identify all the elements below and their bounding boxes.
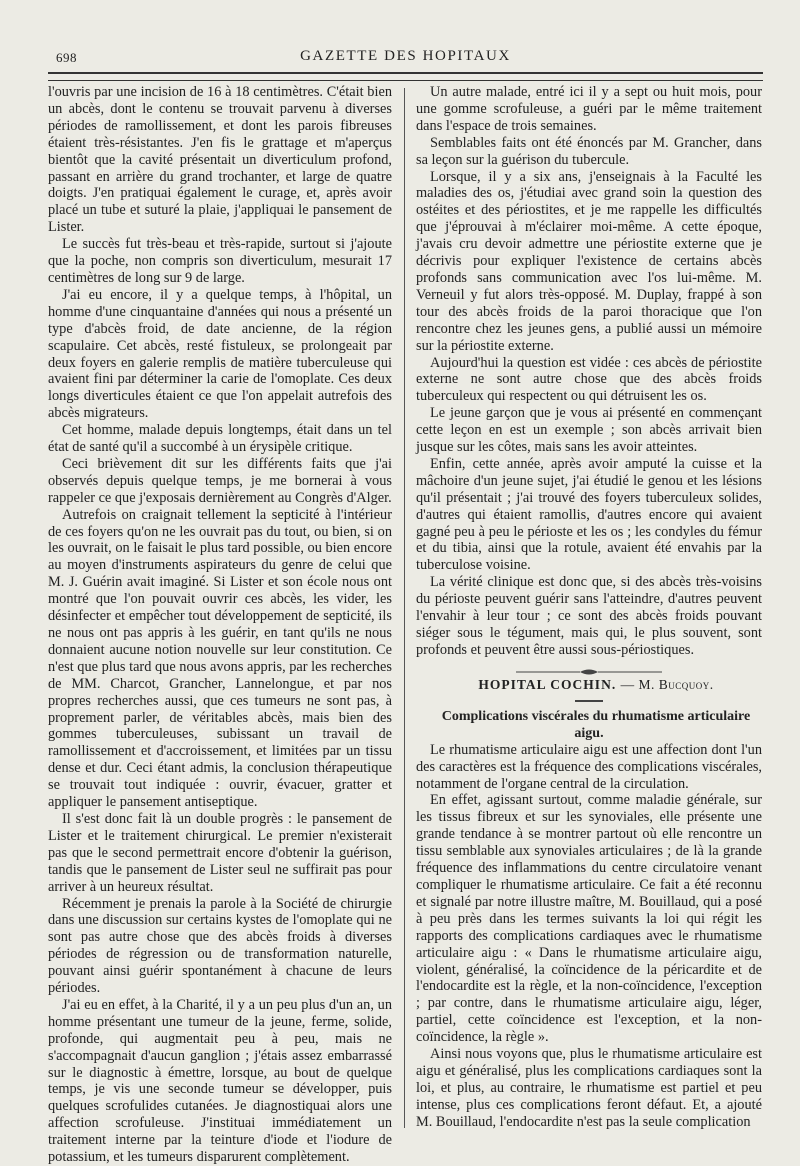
right-column (416, 84, 762, 1131)
page-number: 698 (56, 50, 77, 65)
running-title: GAZETTE DES HOPITAUX (300, 48, 511, 64)
paragraph: La vérité clinique est donc que, si des abcès très-voisins du périoste peuvent guérir sans l'atteindre, d'autres peuvent l'envahir à leur tour ; ce sont des abcès froids pouvant siéger sous le tégument, mais qui, le plus souvent, sont profonds et peuvent être aussi sous-périostiques. (416, 574, 762, 658)
header-rule (48, 72, 763, 81)
paragraph: J'ai eu en effet, à la Charité, il y a un peu plus d'un an, un homme présentant une tumeur de la jeune, ferme, solide, profonde, qui augmentait peu à peu, mais ne s'accompagnait d'aucun ganglion ; j'étais assez embarrassé sur le diagnostic à émettre, lorsque, au bout de quelque temps, je vis une seconde tumeur se développer, puis quelques scrofulides cutanées. Je diagnostiquai alors une affection scrofuleuse. J'instituai immédiatement un traitement interne par la teinture d'iode et l'iodure de potassium, et les tumeurs disparurent complètement. (48, 996, 392, 1166)
paragraph: Semblables faits ont été énoncés par M. Grancher, dans sa leçon sur la guérison du tubercule. (416, 134, 762, 168)
short-rule (575, 700, 603, 702)
paragraph: Il s'est donc fait là un double progrès : le pansement de Lister et le traitement chirurgical. Le premier n'existerait pas que le second permettrait encore d'obtenir la guérison, tandis que le pansement de Lister seul ne suffirait pas pour arriver à un heureux résultat. (48, 810, 392, 895)
paragraph: l'ouvris par une incision de 16 à 18 centimètres. C'était bien un abcès, dont le contenu se trouvait parvenu à diverses périodes de ramollissement, et dont les parois fibreuses étaient très-résistantes. J'en fis le grattage et m'aperçus bientôt que la cavité présentait un diverticulum profond, passant en arrière du grand trochanter, et large de quatre doigts. J'en pratiquai également le curage, et, après avoir placé un tube et suturé la plaie, j'appliquai le pansement de Lister. (48, 84, 392, 236)
paragraph: Autrefois on craignait tellement la septicité à l'intérieur de ces foyers qu'on ne les ouvrait pas du tout, ou bien, si on les ouvrait, on le faisait le plus tard possible, ou bien encore au moyen d'instruments aspirateurs du genre de celui que M. J. Guérin avait imaginé. Si Lister et son école nous ont montré que l'on pouvait ouvrir ces abcès, les vider, les désinfecter et empêcher tout développement de septicité, ils ne nous ont pas appris à les guérir, en tant qu'ils ne nous donnaient aucune notion nouvelle sur leur constitution. Ce n'est que plus tard que nous avons appris, par les recherches de MM. Charcot, Grancher, Lannelongue, et par nos propres recherches aussi, que ces tumeurs ne sont pas, à proprement parler, de véritables abcès, mais bien des gommes tuberculeuses, subissant un travail de ramollissement et d'accroissement, et limitées par un tissu dense et dur. Ceci étant admis, la conclusion thérapeutique se trouvait tout indiquée : ouvrir, évacuer, gratter et appliquer le pansement antiseptique. (48, 506, 392, 811)
ornamental-rule (514, 667, 664, 677)
left-column (48, 84, 392, 1166)
hospital-heading (416, 677, 762, 694)
paragraph: Cet homme, malade depuis longtemps, était dans un tel état de santé qu'il a succombé à un érysipèle critique. (48, 422, 392, 456)
hospital-chief: — M. Bucquoy. (620, 676, 714, 692)
paragraph: Récemment je prenais la parole à la Société de chirurgie dans une discussion sur certains kystes de l'omoplate qui ne sont pas autre chose que des abcès froids à diverses périodes de régression ou de transformation naturelle, pouvant ainsi guérir spontanément à chacune de leurs périodes. (48, 895, 392, 997)
paragraph: Aujourd'hui la question est vidée : ces abcès de périostite externe ne sont autre chose que des abcès froids tuberculeux qui respectent ou qui détruisent les os. (416, 354, 762, 405)
paragraph: Ainsi nous voyons que, plus le rhumatisme articulaire est aigu et généralisé, plus les complications cardiaques sont la loi, et plus, au contraire, le rhumatisme est partiel et peu intense, plus ces complications feront défaut. Et, a ajouté M. Bouillaud, l'endocardite n'est pas la seule complication (416, 1046, 762, 1130)
page-header (48, 44, 763, 68)
paragraph: Lorsque, il y a six ans, j'enseignais à la Faculté les maladies des os, j'étudiai avec grand soin la question des ostéites et des périostites, et je me rappelle les difficultés que j'éprouvai à m'éclairer moi-même. A cette époque, j'avais cru devoir admettre une périostite externe que je décrivis pour expliquer l'existence de certains abcès profonds sans communication avec l'os lui-même. M. Verneuil y fut alors très-opposé. M. Duplay, frappé à son tour des abcès froids de la paroi thoracique que l'on rencontre chez les jeunes gens, a publié aussi un mémoire sur la périostite externe. (416, 168, 762, 354)
paragraph: Le rhumatisme articulaire aigu est une affection dont l'un des caractères est la fréquence des complications viscérales, notamment de l'organe central de la circulation. (416, 741, 762, 792)
paragraph: Enfin, cette année, après avoir amputé la cuisse et la mâchoire d'un jeune sujet, j'ai étudié le genou et les lésions qu'il présentait ; j'ai trouvé des foyers tuberculeux solides, d'autres qui étaient ramollis, d'autres encore qui avaient gagné peu à peu le périoste et les os ; les condyles du fémur et du tibia, ainsi que la rotule, avaient été envahis par la tuberculose voisine. (416, 455, 762, 574)
paragraph: Le jeune garçon que je vous ai présenté en commençant cette leçon en est un exemple ; son abcès arrivait bien jusque sur les côtes, mais sans les avoir atteintes. (416, 405, 762, 456)
paragraph: Le succès fut très-beau et très-rapide, surtout si j'ajoute que la poche, non compris son diverticulum, mesurait 17 centimètres de long sur 9 de large. (48, 236, 392, 286)
hospital-name: HOPITAL COCHIN. (478, 676, 617, 692)
section-title: Complications viscérales du rhumatisme articulaire aigu. (441, 708, 751, 741)
paragraph: J'ai eu encore, il y a quelque temps, à l'hôpital, un homme d'une cinquantaine d'années qui nous a présenté un type d'abcès froid, de date ancienne, de la région scapulaire. Cet abcès, resté fistuleux, se prolongeait par deux foyers en galerie remplis de matière tuberculeuse qui avaient fini par déterminer la carie de l'omoplate. Ces deux longs diverticules étaient ce que l'on appelait autrefois des abcès migrateurs. (48, 286, 392, 422)
paragraph: En effet, agissant surtout, comme maladie générale, sur les tissus fibreux et sur les synoviales, elle présente une grande tendance à se montrer partout où elle rencontre un tissu semblable aux synoviales articulaires ; de là la grande fréquence des inflammations du centre circulatoire venant compliquer le rhumatisme articulaire. Ce fait a été reconnu et signalé par notre illustre maître, M. Bouillaud, qui a posé à peu près dans les termes suivants la loi qui régit les rapports des complications cardiaques avec le rhumatisme articulaire aigu : « Dans le rhumatisme articulaire aigu, violent, généralisé, la coïncidence de la péricardite et de l'endocardite est la règle, et la non-coïncidence, l'exception ; par contre, dans le rhumatisme articulaire aigu, léger, partiel, cette coïncidence est l'exception, et la non-coïncidence, la règle ». (416, 792, 762, 1046)
paragraph: Un autre malade, entré ici il y a sept ou huit mois, pour une gomme scrofuleuse, a guéri par le même traitement dans l'espace de trois semaines. (416, 84, 762, 134)
column-divider (404, 88, 405, 1128)
paragraph: Ceci brièvement dit sur les différents faits que j'ai observés depuis quelque temps, je me bornerai à vous rappeler ce que j'exposais dernièrement au Congrès d'Alger. (48, 455, 392, 506)
